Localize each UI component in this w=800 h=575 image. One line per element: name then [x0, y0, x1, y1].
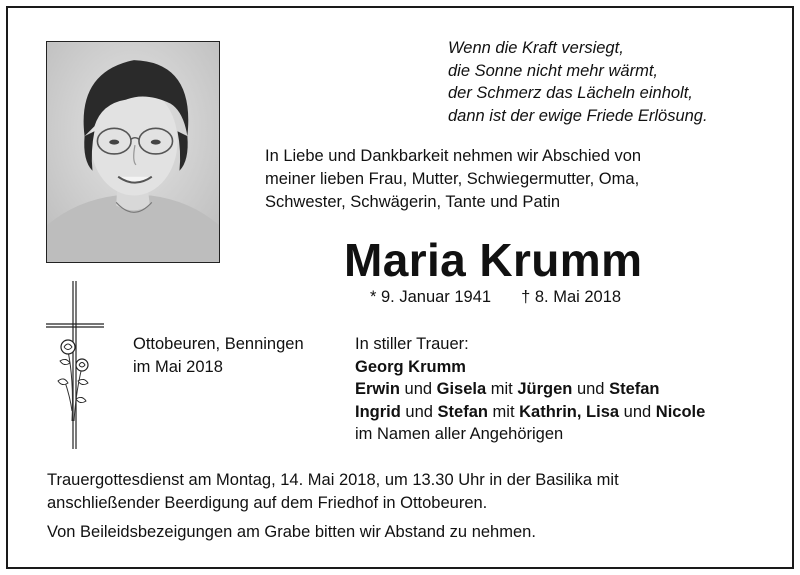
mourner-name: Kathrin, Lisa — [519, 402, 620, 421]
service-info — [47, 469, 619, 515]
portrait-photo — [46, 41, 220, 263]
connector-text: und — [400, 402, 438, 421]
mourner-line — [355, 378, 705, 401]
poem-line: der Schmerz das Lächeln einholt, — [448, 84, 693, 102]
mourner-name: Georg Krumm — [355, 357, 466, 376]
connector-text: mit — [486, 380, 518, 398]
birth-date: * 9. Januar 1941 — [370, 288, 492, 306]
mourner-name: Gisela — [436, 380, 487, 398]
poem-line: dann ist der ewige Friede Erlösung. — [448, 106, 708, 125]
connector-text: mit — [487, 402, 520, 421]
mourners-footer: im Namen aller Angehörigen — [355, 425, 564, 443]
mourners-block — [355, 333, 705, 446]
connector-text: und — [399, 380, 437, 398]
intro-line: Schwester, Schwägerin, Tante und Patin — [265, 193, 561, 211]
death-date: † 8. Mai 2018 — [521, 288, 622, 306]
place-and-date — [133, 333, 304, 378]
mourners-heading: In stiller Trauer: — [355, 335, 469, 353]
mourner-line — [355, 401, 705, 424]
service-line: anschließender Beerdigung auf dem Friedhof in Ottobeuren. — [47, 494, 488, 512]
connector-text: und — [619, 402, 656, 421]
intro-line: meiner lieben Frau, Mutter, Schwiegermutter, Oma, — [265, 170, 640, 188]
mourner-name: Stefan — [609, 380, 660, 398]
life-dates — [370, 288, 621, 307]
connector-text: und — [572, 380, 610, 398]
mourner-name: Ingrid — [355, 402, 401, 421]
mourner-name: Stefan — [437, 402, 488, 421]
cross-with-roses-icon — [44, 281, 106, 451]
poem — [448, 37, 708, 127]
mourner-line — [355, 356, 705, 379]
place-date-line: im Mai 2018 — [133, 357, 223, 376]
place-line: Ottobeuren, Benningen — [133, 335, 304, 353]
mourner-name: Jürgen — [517, 380, 573, 398]
service-line: Trauergottesdienst am Montag, 14. Mai 2018, um 13.30 Uhr in der Basilika mit — [47, 471, 619, 489]
poem-line: Wenn die Kraft versiegt, — [448, 39, 624, 57]
deceased-name: Maria Krumm — [344, 234, 643, 286]
intro-line: In Liebe und Dankbarkeit nehmen wir Abschied von — [265, 147, 642, 165]
poem-line: die Sonne nicht mehr wärmt, — [448, 61, 659, 80]
mourner-name: Nicole — [655, 402, 706, 421]
mourner-name: Erwin — [355, 380, 400, 398]
intro-text — [265, 145, 641, 214]
condolence-note: Von Beileidsbezeigungen am Grabe bitten wir Abstand zu nehmen. — [47, 523, 536, 541]
